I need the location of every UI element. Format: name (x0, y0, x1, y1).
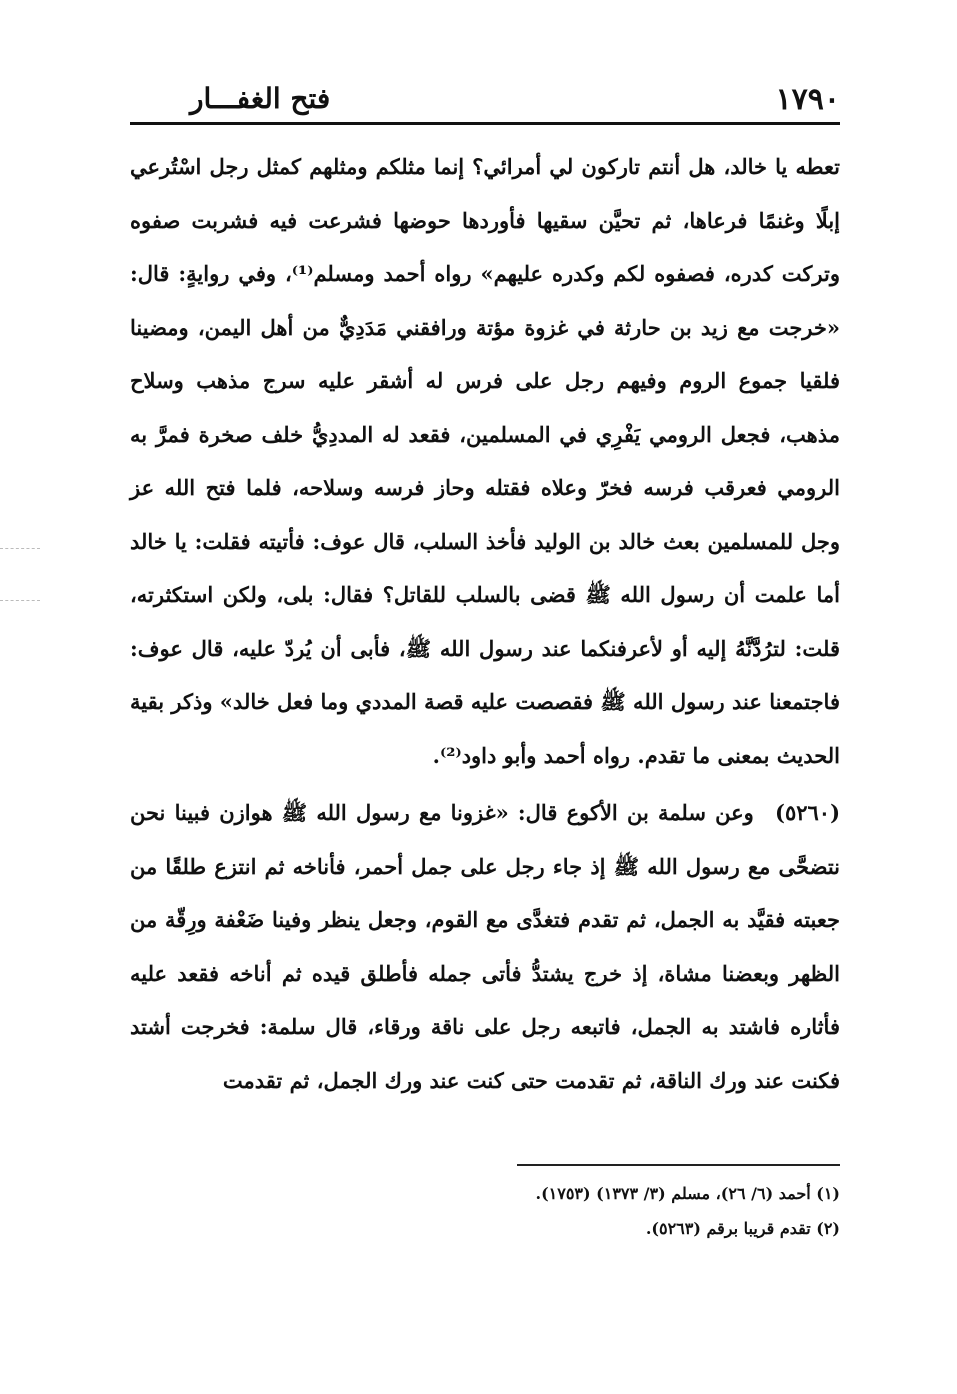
footnote-rule (517, 1164, 840, 1166)
paragraph-continuation: تعطه يا خالد، هل أنتم تاركون لي أمرائي؟ إنما مثلكم ومثلهم كمثل رجل اسْتُرعي إبلًا وغنمًا فرعاها، ثم تحيَّن سقيها فأوردها حوضها فشرعت فيه فشربت صفوه وتركت كدره، فصفوه لكم وكدره عليهم» رواه أحمد ومسلم⁽¹⁾، وفي روايةٍ: قال: «خرجت مع زيد بن حارثة في غزوة مؤتة ورافقني مَدَدِيٌّ من أهل اليمن، ومضينا فلقيا جموع الروم وفيهم رجل على فرس له أشقر عليه سرج مذهب وسلاح مذهب، فجعل الرومي يَفْرِي في المسلمين، فقعد له المددِيُّ خلف صخرة فمرَّ به الرومي فعرقب فرسه فخرّ وعلاه فقتله وحاز فرسه وسلاحه، فلما فتح الله عز وجل للمسلمين بعث خالد بن الوليد فأخذ السلب، قال عوف: فأتيته فقلت: يا خالد أما علمت أن رسول الله ﷺ قضى بالسلب للقاتل؟ فقال: بلى، ولكن استكثرته، قلت: لترُدَّنَّهُ إليه أو لأعرفنكما عند رسول الله ﷺ، فأبى أن يُردّ عليه، قال عوف: فاجتمعنا عند رسول الله ﷺ فقصصت عليه قصة المددي وما فعل خالد» وذكر بقية الحديث بمعنى ما تقدم. رواه أحمد وأبو داود⁽²⁾. (130, 154, 840, 768)
page-header (130, 80, 840, 122)
main-text (130, 140, 840, 1107)
scan-margin-mark (0, 548, 40, 549)
footnote-1: (١) أحمد (٦/ ٢٦)، مسلم (٣/ ١٣٧٣) (١٧٥٣). (535, 1184, 840, 1203)
footnotes (300, 1176, 840, 1246)
footnote-2: (٢) تقدم قريبا برقم (٥٢٦٣). (645, 1219, 840, 1238)
page-number: ١٧٩٠ (775, 82, 840, 117)
hadith-paragraph (130, 786, 840, 1107)
scan-margin-mark (0, 600, 40, 601)
running-title: فتح الغفـــار (190, 82, 331, 115)
hadith-number: (٥٢٦٠) (775, 800, 840, 825)
hadith-text: وعن سلمة بن الأكوع قال: «غزونا مع رسول الله ﷺ هوازن فبينا نحن نتضحَّى مع رسول الله ﷺ إذ جاء رجل على جمل أحمر، فأناخه ثم انتزع طلقًا من جعبته فقيَّد به الجمل، ثم تقدم فتغدَّى مع القوم، وجعل ينظر وفينا ضَعْفة ورِقّة من الظهر وبعضنا مشاة، إذ خرج يشتدُّ فأتى جمله فأطلق قيده ثم أناخه فقعد عليه فأثاره فاشتد به الجمل، فاتبعه رجل على ناقة ورقاء، قال سلمة: فخرجت أشتد فكنت عند ورك الناقة، ثم تقدمت حتى كنت عند ورك الجمل، ثم تقدمت (130, 800, 840, 1093)
header-rule (130, 122, 840, 125)
